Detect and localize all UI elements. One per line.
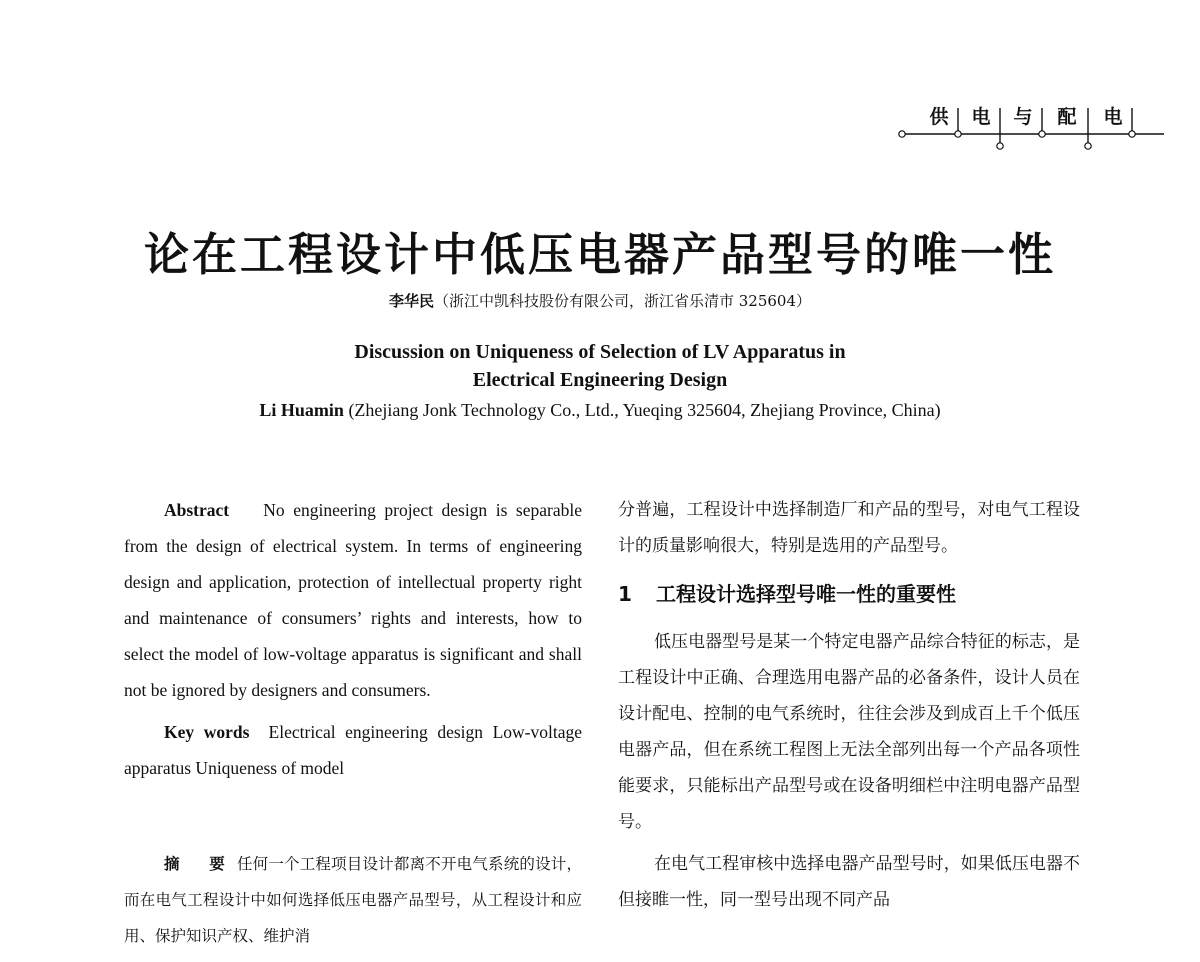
cn-author-affiliation: （浙江中凯科技股份有限公司，浙江省乐清市 325604）	[433, 292, 812, 310]
cn-author-line	[0, 290, 1200, 311]
keywords-label: Key words	[164, 722, 250, 742]
cn-abstract-label: 摘 要	[164, 855, 237, 873]
keywords	[124, 714, 582, 786]
en-author-line	[0, 400, 1200, 421]
en-author-name: Li Huamin	[259, 400, 344, 420]
right-column	[618, 492, 1080, 918]
cn-abstract-text: 任何一个工程项目设计都离不开电气系统的设计，而在电气工程设计中如何选择低压电器产品型号，从工程设计和应用、保护知识产权、维护消	[124, 855, 582, 945]
abstract-text: No engineering project design is separable from the design of electrical system. In terms of engineering design and application, protection of intellectual property right and maintenance of consumers’ rights and interests, how to select the model of low-voltage apparatus is significant and shall not be ignored by designers and consumers.	[124, 500, 583, 700]
section-title: 工程设计选择型号唯一性的重要性	[656, 582, 956, 606]
english-title-line: Discussion on Uniqueness of Selection of LV Apparatus in	[354, 341, 846, 363]
english-title	[0, 338, 1200, 394]
paper-title: 论在工程设计中低压电器产品型号的唯一性	[143, 228, 1056, 281]
section-number: 1	[618, 582, 632, 606]
banner-char: 电	[971, 106, 991, 128]
body-paragraph: 分普遍，工程设计中选择制造厂和产品的型号，对电气工程设计的质量影响很大，特别是选用的产品型号。	[618, 500, 1080, 556]
banner-char: 配	[1057, 106, 1077, 128]
english-title-line: Electrical Engineering Design	[472, 369, 728, 391]
journal-section-banner	[896, 100, 1166, 160]
body-paragraph: 低压电器型号是某一个特定电器产品综合特征的标志，是工程设计中正确、合理选用电器产品的必备条件，设计人员在设计配电、控制的电气系统时，往往会涉及到成百上千个低压电器产品，但在系统工程图上无法全部列出每一个产品各项性能要求，只能标出产品型号或在设备明细栏中注明电器产品型号。	[618, 632, 1080, 832]
banner-char: 供	[929, 106, 949, 128]
banner-char: 与	[1013, 106, 1033, 128]
body-paragraph: 在电气工程审核中选择电器产品型号时，如果低压电器不但接睢一性，同一型号出现不同产品	[618, 854, 1080, 910]
abstract-label: Abstract	[164, 500, 230, 520]
english-abstract	[124, 492, 582, 708]
banner-char: 电	[1103, 106, 1123, 128]
section-heading	[618, 574, 1080, 614]
left-column	[124, 492, 582, 786]
en-author-affiliation: (Zhejiang Jonk Technology Co., Ltd., Yueqing 325604, Zhejiang Province, China)	[348, 400, 941, 420]
chinese-abstract	[124, 846, 582, 954]
keywords-text: Electrical engineering design Low-voltage apparatus Uniqueness of model	[124, 722, 583, 778]
cn-author-name: 李华民	[388, 292, 434, 310]
